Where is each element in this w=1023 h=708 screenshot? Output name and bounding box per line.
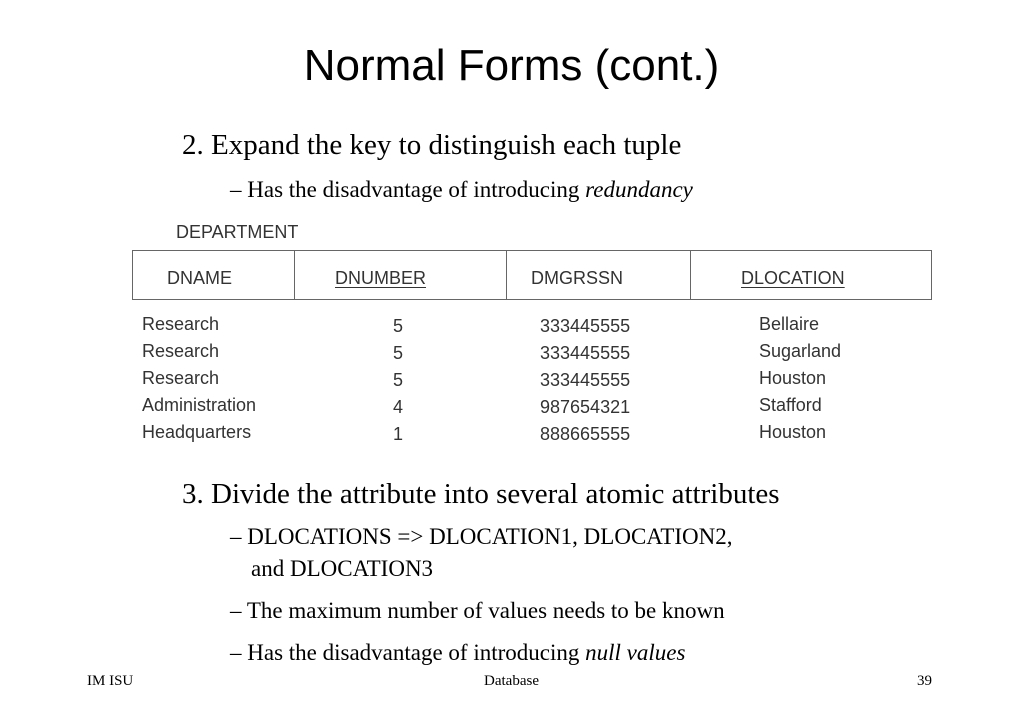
table-cell: Research [142, 341, 220, 361]
table-cell: Houston [759, 368, 827, 388]
table-cell: Stafford [759, 395, 822, 415]
table-cell: 987654321 [540, 397, 631, 417]
point-2-heading: 2. Expand the key to distinguish each tuple [182, 129, 682, 161]
header-label-key: DLOCATION [741, 268, 845, 288]
point-3-subpoint-2: – The maximum number of values needs to be known [230, 598, 725, 623]
header-cell-dlocation [691, 251, 931, 299]
table-cell: Bellaire [759, 314, 820, 334]
table-cell: Research [142, 368, 220, 388]
header-label-key: DNUMBER [335, 268, 427, 288]
table-cell: 5 [393, 370, 404, 390]
table-cell: 5 [393, 316, 404, 336]
subpoint-emphasis: null values [585, 640, 686, 665]
slide-title: Normal Forms (cont.) [303, 41, 720, 90]
table-cell: Houston [759, 422, 827, 442]
table-cell: Headquarters [142, 422, 252, 442]
subpoint-text: – Has the disadvantage of introducing [230, 177, 586, 202]
table-cell: Administration [142, 395, 257, 415]
footer-left: IM ISU [87, 673, 134, 689]
point-3-subpoint-3 [230, 638, 685, 668]
point-2-subpoint [230, 175, 693, 205]
table-header-row [132, 250, 932, 300]
table-cell: 333445555 [540, 343, 631, 363]
point-3-subpoint-1-continued: and DLOCATION3 [251, 556, 434, 581]
table-cell: 888665555 [540, 424, 631, 444]
table-cell: Research [142, 314, 220, 334]
footer-center: Database [484, 673, 539, 689]
header-label: DMGRSSN [531, 268, 624, 288]
point-3-heading: 3. Divide the attribute into several atomic attributes [182, 478, 780, 510]
table-cell: 333445555 [540, 316, 631, 336]
header-cell-dnumber [295, 251, 507, 299]
header-cell-dname [133, 251, 295, 299]
subpoint-text: – Has the disadvantage of introducing [230, 640, 586, 665]
header-cell-dmgrssn [507, 251, 691, 299]
table-cell: 1 [393, 424, 404, 444]
header-label: DNAME [167, 268, 233, 288]
table-cell: 4 [393, 397, 404, 417]
subpoint-emphasis: redundancy [585, 177, 693, 202]
table-cell: Sugarland [759, 341, 842, 361]
table-cell: 333445555 [540, 370, 631, 390]
relation-name: DEPARTMENT [176, 222, 299, 242]
page-number: 39 [917, 673, 932, 689]
point-3-subpoint-1: – DLOCATIONS => DLOCATION1, DLOCATION2, [230, 524, 733, 549]
table-cell: 5 [393, 343, 404, 363]
